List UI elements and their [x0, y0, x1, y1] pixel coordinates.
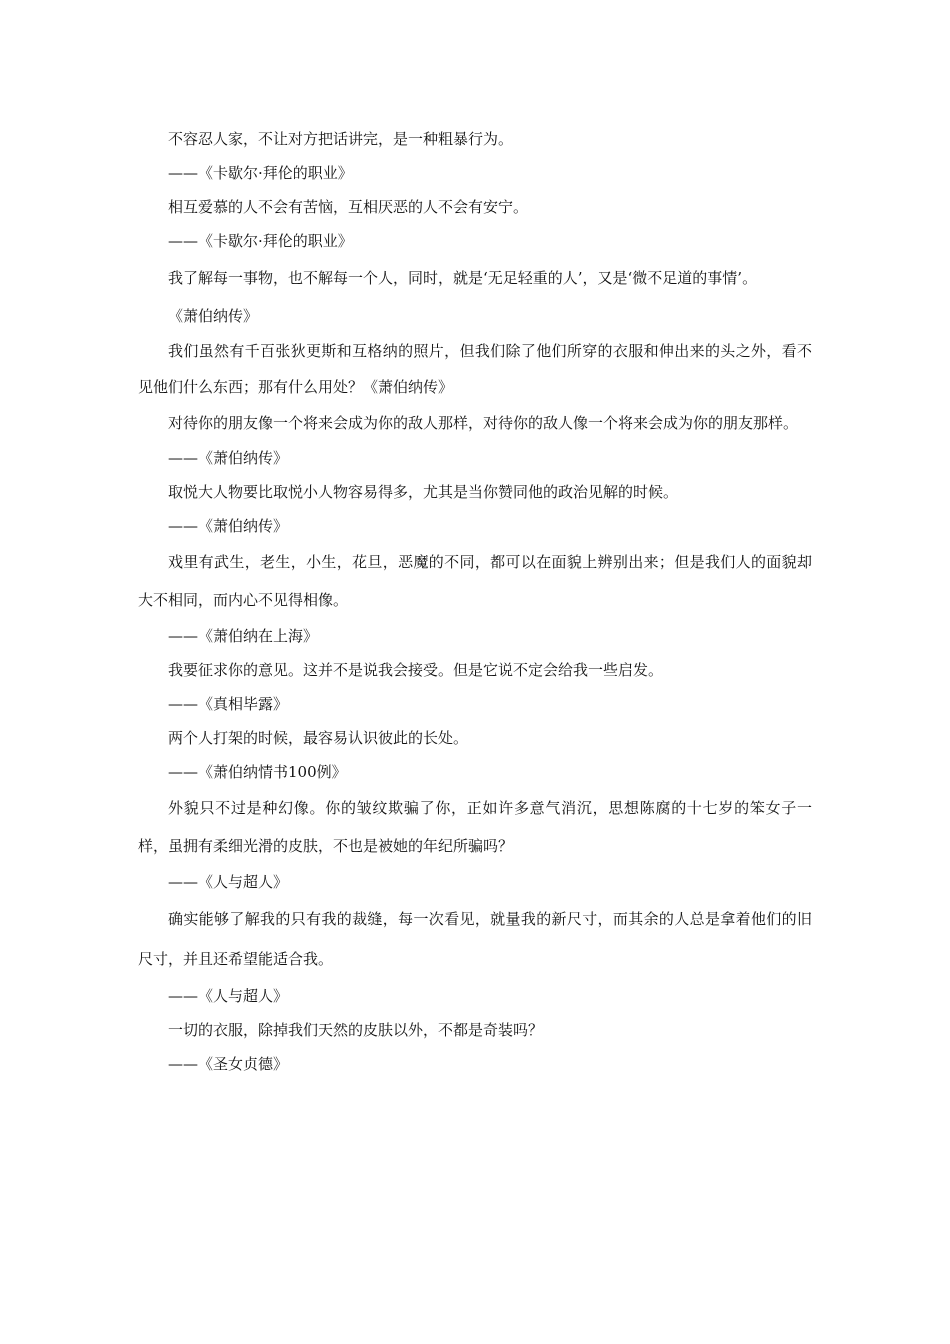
quote-text: 外貌只不过是种幻像。你的皱纹欺骗了你，正如许多意气消沉，思想陈腐的十七岁的笨女子一样，虽拥有柔细光滑的皮肤，不也是被她的年纪所骗吗？	[138, 799, 812, 855]
quote-source: ——《真相毕露》	[168, 695, 289, 713]
quote-text: 我们虽然有千百张狄更斯和互格纳的照片，但我们除了他们所穿的衣服和伸出来的头之外，看不见他们什么东西；那有什么用处？《萧伯纳传》	[138, 342, 812, 396]
quote-source: ——《萧伯纳传》	[168, 449, 289, 467]
quote-source: ——《卡歇尔·拜伦的职业》	[168, 164, 353, 182]
quote-text: 确实能够了解我的只有我的裁缝，每一次看见，就量我的新尺寸，而其余的人总是拿着他们的旧尺寸，并且还希望能适合我。	[138, 910, 812, 968]
quote-source: ——《萧伯纳情书100例》	[168, 763, 347, 781]
quote-source: ——《圣女贞德》	[168, 1055, 289, 1073]
quote-text: 不容忍人家，不让对方把话讲完，是一种粗暴行为。	[168, 130, 514, 148]
quote-text: 我了解每一事物，也不解每一个人，同时，就是‘无足轻重的人’，又是‘微不足道的事情’。	[168, 269, 758, 287]
quote-text: 我要征求你的意见。这并不是说我会接受。但是它说不定会给我一些启发。	[168, 661, 664, 679]
quote-text: 两个人打架的时候，最容易认识彼此的长处。	[168, 729, 469, 747]
quote-text: 一切的衣服，除掉我们天然的皮肤以外，不都是奇装吗？	[168, 1021, 544, 1039]
quote-text: 取悦大人物要比取悦小人物容易得多，尤其是当你赞同他的政治见解的时候。	[168, 483, 679, 501]
quote-text: 对待你的朋友像一个将来会成为你的敌人那样，对待你的敌人像一个将来会成为你的朋友那样。	[168, 414, 799, 432]
quote-source: ——《萧伯纳传》	[168, 517, 289, 535]
quote-source: ——《人与超人》	[168, 987, 289, 1005]
quote-source: 《萧伯纳传》	[168, 307, 259, 325]
quote-source: ——《萧伯纳在上海》	[168, 627, 319, 645]
quote-source: ——《人与超人》	[168, 873, 289, 891]
quote-text: 戏里有武生，老生，小生，花旦，恶魔的不同，都可以在面貌上辨别出来；但是我们人的面貌却大不相同，而内心不见得相像。	[138, 553, 812, 609]
quote-source: ——《卡歇尔·拜伦的职业》	[168, 232, 353, 250]
quote-text: 相互爱慕的人不会有苦恼，互相厌恶的人不会有安宁。	[168, 198, 529, 216]
document-body	[138, 122, 812, 1081]
